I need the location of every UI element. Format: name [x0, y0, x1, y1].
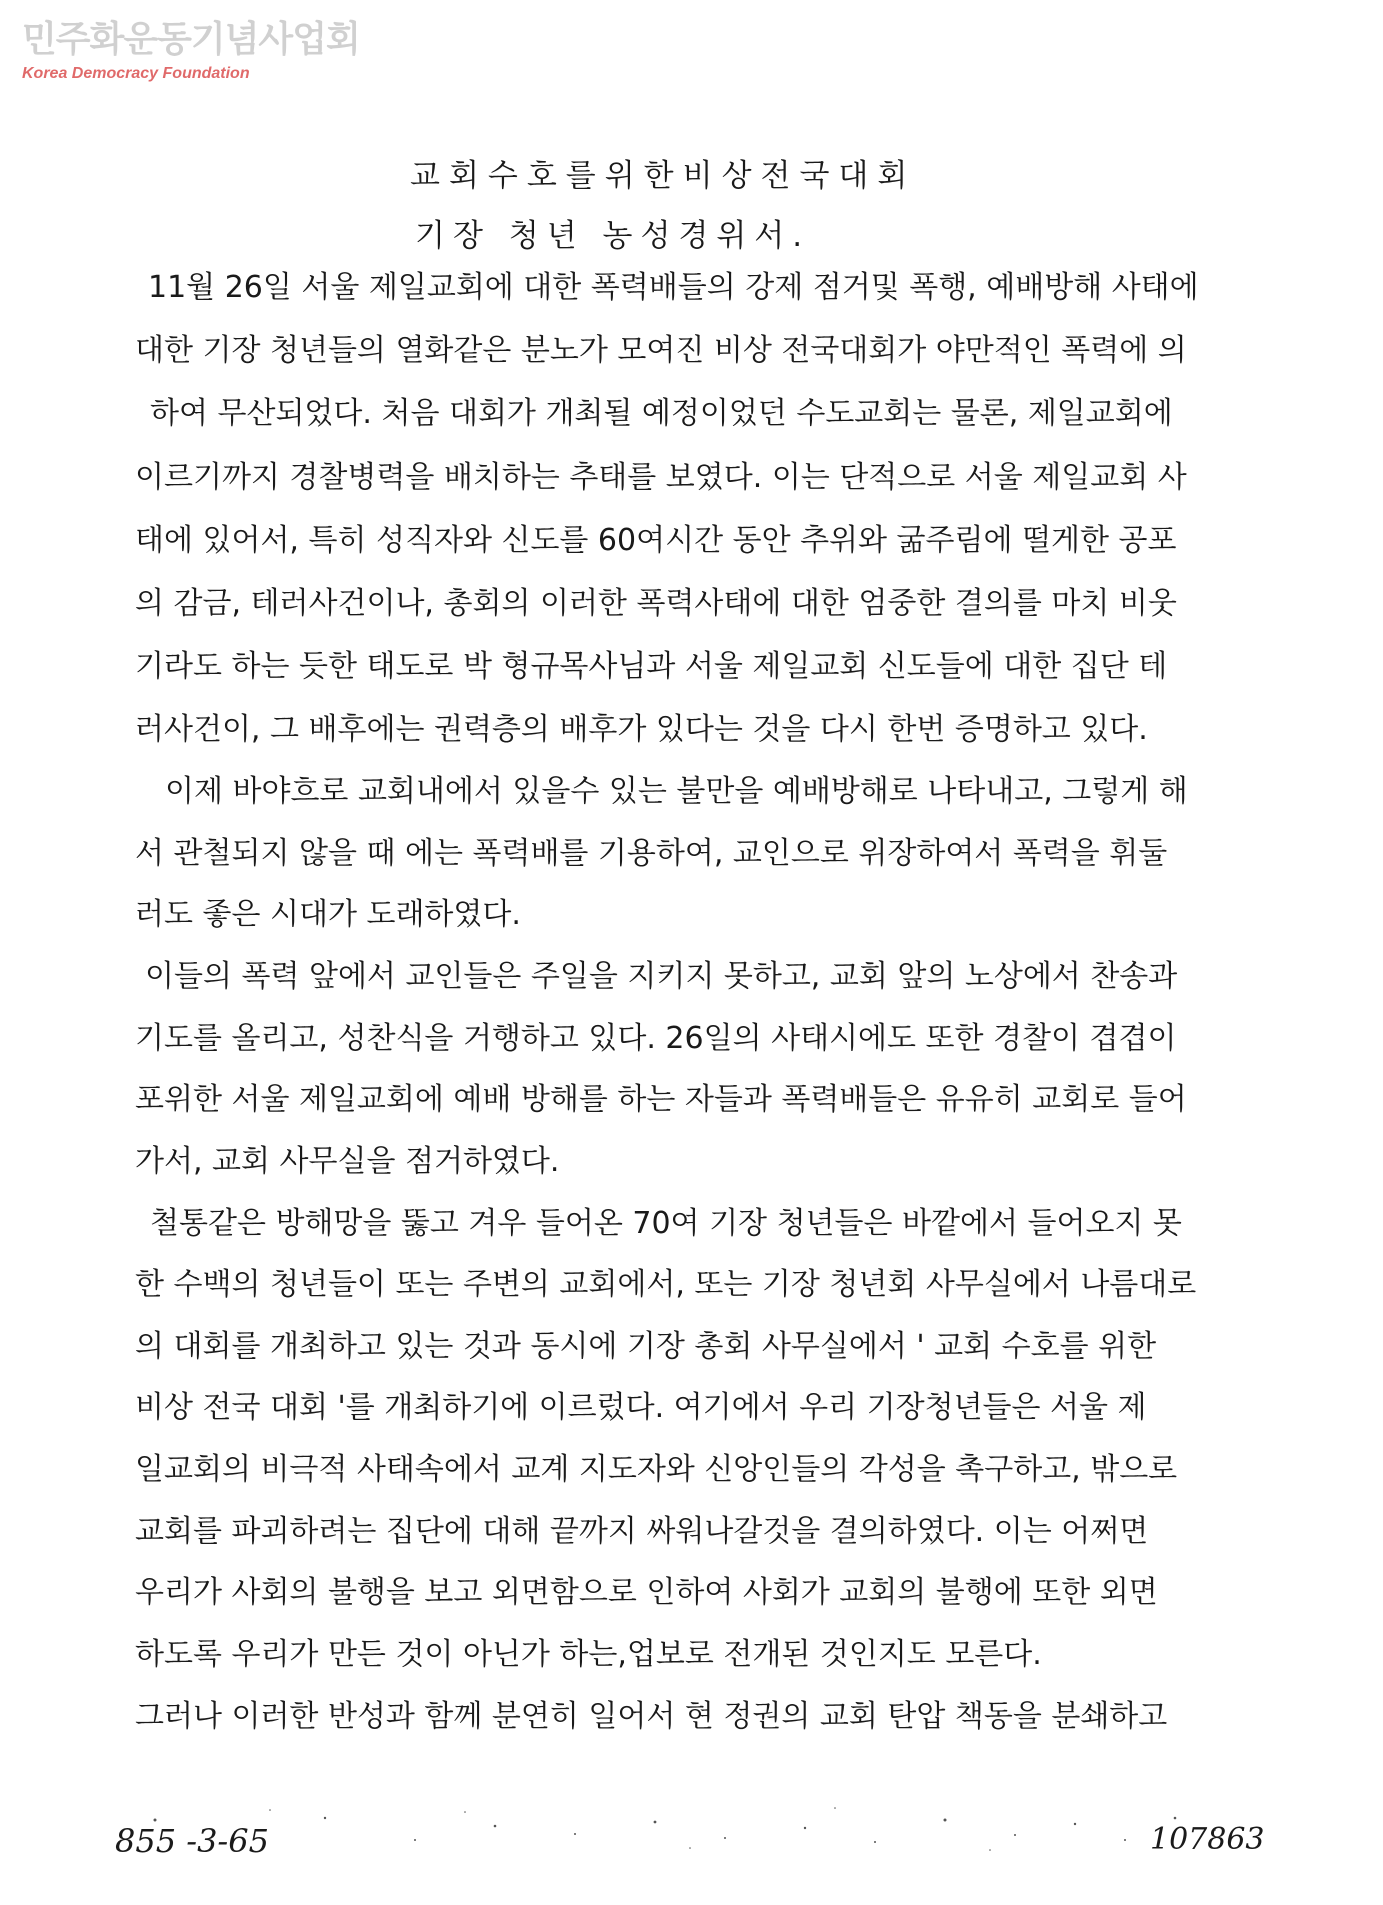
body-line: 기도를 올리고, 성찬식을 거행하고 있다. 26일의 사태시에도 또한 경찰이 겹겹이 [135, 1021, 1177, 1056]
body-line: 이르기까지 경찰병력을 배치하는 추태를 보였다. 이는 단적으로 서울 제일교회 사 [135, 460, 1187, 495]
body-line: 일교회의 비극적 사태속에서 교계 지도자와 신앙인들의 각성을 촉구하고, 밖으로 [135, 1452, 1178, 1487]
watermark [22, 18, 360, 84]
body-line: 그러나 이러한 반성과 함께 분연히 일어서 현 정권의 교회 탄압 책동을 분쇄하고 [135, 1699, 1168, 1734]
body-line: 한 수백의 청년들이 또는 주변의 교회에서, 또는 기장 청년회 사무실에서 나름대로 [135, 1267, 1197, 1302]
body-line: 러사건이, 그 배후에는 권력층의 배후가 있다는 것을 다시 한번 증명하고 있다. [135, 712, 1148, 747]
body-line: 11월 26일 서울 제일교회에 대한 폭력배들의 강제 점거및 폭행, 예배방해 사태에 [148, 270, 1199, 305]
body-line: 의 감금, 테러사건이나, 총회의 이러한 폭력사태에 대한 엄중한 결의를 마치 비웃 [135, 586, 1177, 621]
watermark-english: Korea Democracy Foundation [22, 65, 250, 82]
document-title: 교회수호를위한비상전국대회 [410, 158, 917, 194]
body-line: 포위한 서울 제일교회에 예배 방해를 하는 자들과 폭력배들은 유유히 교회로 들어 [135, 1082, 1187, 1117]
body-line: 이들의 폭력 앞에서 교인들은 주일을 지키지 못하고, 교회 앞의 노상에서 찬송과 [145, 959, 1178, 994]
document-subtitle: 기장 청년 농성경위서. [415, 218, 811, 254]
watermark-korean: 민주화운동기념사업회 [22, 19, 360, 60]
body-line: 하여 무산되었다. 처음 대회가 개최될 예정이었던 수도교회는 물론, 제일교회에 [150, 396, 1173, 431]
body-line: 교회를 파괴하려는 집단에 대해 끝까지 싸워나갈것을 결의하였다. 이는 어쩌면 [135, 1514, 1149, 1549]
body-line: 러도 좋은 시대가 도래하였다. [135, 897, 521, 932]
body-line: 태에 있어서, 특히 성직자와 신도를 60여시간 동안 추위와 굶주림에 떨게한 공포 [135, 523, 1177, 558]
body-line: 대한 기장 청년들의 열화같은 분노가 모여진 비상 전국대회가 야만적인 폭력에 의 [135, 333, 1187, 368]
body-line: 우리가 사회의 불행을 보고 외면함으로 인하여 사회가 교회의 불행에 또한 외면 [135, 1575, 1158, 1610]
body-line: 기라도 하는 듯한 태도로 박 형규목사님과 서울 제일교회 신도들에 대한 집단 테 [135, 649, 1168, 684]
body-line: 의 대회를 개최하고 있는 것과 동시에 기장 총회 사무실에서 ' 교회 수호를 위한 [135, 1329, 1157, 1364]
body-line: 하도록 우리가 만든 것이 아닌가 하는,업보로 전개된 것인지도 모른다. [135, 1637, 1042, 1672]
archive-code: 855 -3-65 [115, 1822, 269, 1860]
body-line: 철통같은 방해망을 뚫고 겨우 들어온 70여 기장 청년들은 바깥에서 들어오지 못 [150, 1206, 1182, 1241]
body-line: 비상 전국 대회 '를 개최하기에 이르렀다. 여기에서 우리 기장청년들은 서울 제 [135, 1390, 1147, 1425]
scan-noise [115, 1790, 1265, 1860]
body-line: 이제 바야흐로 교회내에서 있을수 있는 불만을 예배방해로 나타내고, 그렇게 해 [165, 774, 1188, 809]
body-line: 가서, 교회 사무실을 점거하였다. [135, 1144, 560, 1179]
body-line: 서 관철되지 않을 때 에는 폭력배를 기용하여, 교인으로 위장하여서 폭력을 휘둘 [135, 836, 1168, 871]
document-number: 107863 [1150, 1822, 1265, 1857]
